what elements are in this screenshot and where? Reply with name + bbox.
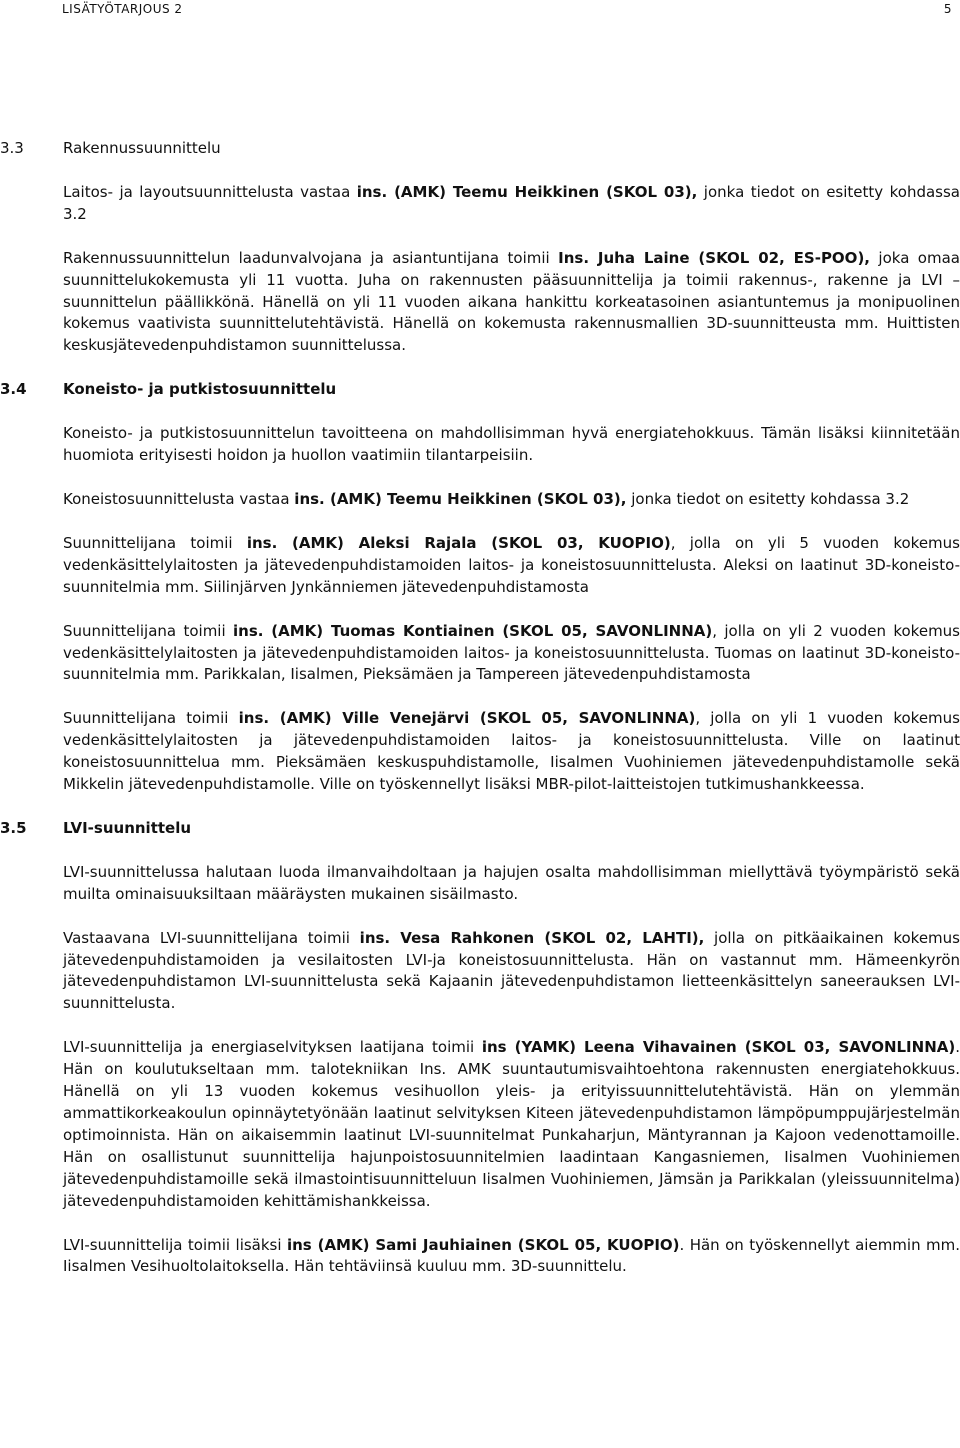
text-run: Suunnittelijana toimii (63, 709, 239, 728)
paragraph: Koneisto- ja putkistosuunnittelun tavoitteena on mahdollisimman hyvä energiatehokkuus. Tämän lisäksi kiinnitetään huomiota erityisesti hoidon ja huollon vaatimiin tilantarpeisiin. (63, 424, 960, 465)
text-run: Vastaavana LVI-suunnittelijana toimii (63, 928, 360, 947)
person-name: ins. (AMK) Ville Venejärvi (SKOL 05, SAVONLINNA) (238, 709, 696, 728)
text-run: Rakennussuunnittelun laadunvalvojana ja asiantuntijana toimii (63, 248, 559, 267)
paragraph (63, 928, 960, 1016)
text-run: Koneistosuunnittelusta vastaa (63, 489, 295, 508)
text-run: Suunnittelijana toimii (63, 533, 247, 552)
text-run: Laitos- ja layoutsuunnittelusta vastaa (63, 182, 357, 201)
paragraph (63, 489, 960, 511)
paragraph: LVI-suunnittelussa halutaan luoda ilmanvaihdoltaan ja hajujen osalta mahdollisimman miellyttävä työympäristö sekä muilta ominaisuuksiltaan määräysten mukainen sisäilmasto. (63, 862, 960, 903)
section-number: 3.5 (0, 818, 27, 837)
section-heading-3-3 (0, 138, 960, 160)
text-run: jolla on pitkäaikainen kokemus jätevedenpuhdistamoiden ja vesilaitosten LVI-ja koneistosuunnittelusta. Hän on vastannut mm. Hämeenkyrön jätevedenpuhdistamon LVI-suunnittelusta sekä Kajaanin jätevedenpuhdistamon lietteenkäsittelyn saneerauksen LVI-suunnittelusta. (63, 928, 960, 1013)
section-title: Koneisto- ja putkistosuunnittelu (63, 380, 337, 399)
section-number: 3.3 (0, 139, 24, 157)
person-name: ins. (AMK) Teemu Heikkinen (SKOL 03), (294, 489, 627, 508)
person-name: ins (YAMK) Leena Vihavainen (SKOL 03, SAVONLINNA) (481, 1038, 956, 1057)
text-run: , jolla on yli 1 vuoden kokemus vedenkäsittelylaitosten ja jätevedenpuhdistamoiden laitos- ja koneistosuunnittelusta. Ville on laatinut koneistosuunnittelua mm. Pieksämäen keskuspuhdistamolle, Iisalmen Vuohiniemen jätevedenpuhdistamolle sekä Mikkelin jätevedenpuhdistamolle. Ville on työskennellyt lisäksi MBR-pilot-laitteistojen tutkimushankkeessa. (63, 709, 960, 794)
text-run: joka omaa suunnittelukokemusta yli 11 vuotta. Juha on rakennusten pääsuunnittelija ja toimii rakennus-, rakenne ja LVI – suunnittelun päällikkönä. Hänellä on yli 11 vuoden aikana hankittu korkeatasoinen asiantuntemus ja monipuolinen kokemus vaativista suunnittelutehtävistä. Hänellä on kokemusta rakennusmallien 3D-suunnitteusta mm. Huittisten keskusjätevedenpuhdistamon suunnittelussa. (63, 248, 960, 355)
section-title: LVI-suunnittelu (63, 818, 192, 837)
section-heading-3-5 (0, 818, 960, 840)
document-label: LISÄTYÖTARJOUS 2 (62, 2, 183, 16)
section-number: 3.4 (0, 380, 27, 399)
page-header (62, 2, 952, 24)
text-run: . Hän on koulutukseltaan mm. talotekniikan Ins. AMK suuntautumisvaihtoehtona rakennusten energiatehokkuus. Hänellä on yli 13 vuoden kokemus vesihuollon yleis- ja erityissuunnittelutehtävistä. Hän on ylemmän ammattikorkeakoulun opinnäytetyönään laatinut selvityksen Kiteen jätevedenpuhdistamon lämpöpumppujärjestelmän optimoinnista. Hän on aikaisemmin laatinut LVI-suunnitelmat Punkaharjun, Mäntyrannan ja Kajoon vedenottamoille. Hän on osallistunut suunnittelija hajunpoistosuunnitelmien laadintaan Kangasniemen, Iisalmen Vuohiniemen jätevedenpuhdistamoille sekä ilmastointisuunnitteluun Iisalmen Vuohiniemen, Jämsän ja Parikkalan (yleissuunnitelma) jätevedenpuhdistamoiden kehittämishankkeissa. (63, 1038, 960, 1210)
document-body (0, 138, 960, 1300)
paragraph (63, 1235, 960, 1279)
person-name: ins (AMK) Sami Jauhiainen (SKOL 05, KUOPIO) (286, 1235, 680, 1254)
page-number: 5 (943, 2, 952, 16)
person-name: ins. (AMK) Teemu Heikkinen (SKOL 03), (356, 182, 698, 201)
text-run: jonka tiedot on esitetty kohdassa 3.2 (626, 489, 910, 508)
paragraph (63, 248, 960, 358)
text-run: . Hän on työskennellyt aiemmin mm. Iisalmen Vesihuoltolaitoksella. Hän tehtäviinsä kuuluu mm. 3D-suunnittelu. (63, 1235, 960, 1276)
person-name: ins. Vesa Rahkonen (SKOL 02, LAHTI), (359, 928, 705, 947)
paragraph (63, 621, 960, 687)
text-run: , jolla on yli 2 vuoden kokemus vedenkäsittelylaitosten ja jätevedenpuhdistamoiden laitos- ja koneistosuunnittelusta. Tuomas on laatinut 3D-koneisto-suunnitelmia mm. Parikkalan, Iisalmen, Pieksämäen ja Tampereen jätevedenpuhdistamosta (63, 621, 960, 684)
text-run: LVI-suunnittelija toimii lisäksi (63, 1235, 287, 1254)
paragraph (63, 1037, 960, 1212)
person-name: Ins. Juha Laine (SKOL 02, ES-POO), (558, 248, 870, 267)
text-run: , jolla on yli 5 vuoden kokemus vedenkäsittelylaitosten ja jätevedenpuhdistamoiden laitos- ja koneistosuunnittelusta. Aleksi on laatinut 3D-koneisto-suunnitelmia mm. Siilinjärven Jynkänniemen jätevedenpuhdistamosta (63, 533, 960, 596)
paragraph (63, 533, 960, 599)
person-name: ins. (AMK) Tuomas Kontiainen (SKOL 05, SAVONLINNA) (233, 621, 713, 640)
text-run: Suunnittelijana toimii (63, 621, 234, 640)
person-name: ins. (AMK) Aleksi Rajala (SKOL 03, KUOPIO) (246, 533, 671, 552)
text-run: LVI-suunnittelija ja energiaselvityksen laatijana toimii (63, 1038, 482, 1057)
paragraph (63, 182, 960, 226)
paragraph (63, 708, 960, 796)
section-heading-3-4 (0, 379, 960, 401)
text-run: jonka tiedot on esitetty kohdassa 3.2 (63, 182, 960, 223)
section-title: Rakennussuunnittelu (63, 139, 221, 157)
